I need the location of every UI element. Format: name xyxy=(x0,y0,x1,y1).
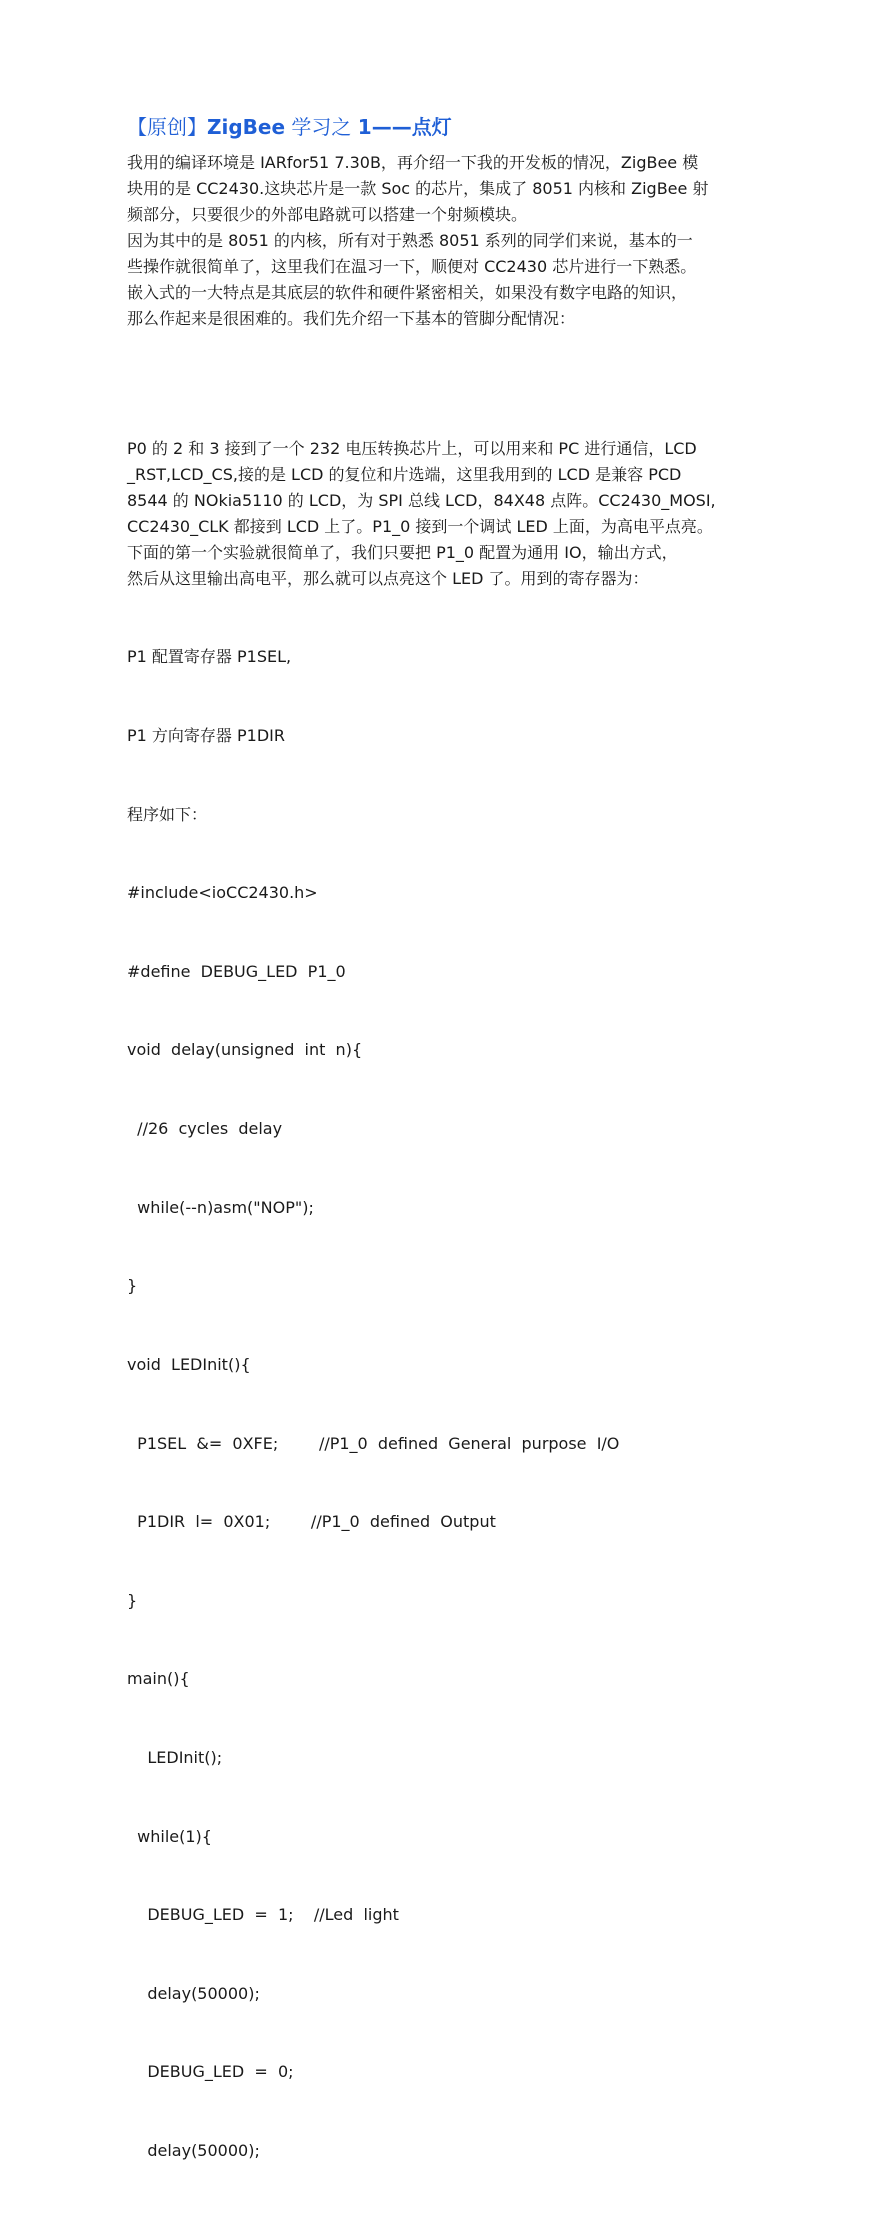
code-line: void LEDInit(){ xyxy=(127,1354,251,1374)
title-number: 1 xyxy=(357,115,372,139)
code-line: #include<ioCC2430.h> xyxy=(127,883,318,903)
code-line: #define DEBUG_LED P1_0 xyxy=(127,961,346,981)
body-paragraph xyxy=(127,436,737,592)
text-line: 我用的编译环境是 IARfor51 7.30B，再介绍一下我的开发板的情况，ZigBee 模 xyxy=(127,153,699,172)
text-line: 嵌入式的一大特点是其底层的软件和硬件紧密相关，如果没有数字电路的知识， xyxy=(127,283,688,302)
code-line: P1 方向寄存器 P1DIR xyxy=(127,726,285,746)
code-line: delay(50000); xyxy=(127,1983,260,2003)
text-line: P0 的 2 和 3 接到了一个 232 电压转换芯片上，可以用来和 PC 进行通信，LCD xyxy=(127,439,697,458)
code-line: 程序如下： xyxy=(127,804,208,824)
article-title xyxy=(127,112,737,142)
text-line: 那么作起来是很困难的。我们先介绍一下基本的管脚分配情况： xyxy=(127,309,576,328)
text-line: 些操作就很简单了，这里我们在温习一下，顺便对 CC2430 芯片进行一下熟悉。 xyxy=(127,257,697,276)
code-line: } xyxy=(127,1590,138,1610)
code-line: P1DIR l= 0X01; //P1_0 defined Output xyxy=(127,1512,496,1532)
code-line: DEBUG_LED = 0; xyxy=(127,2062,294,2082)
code-line: //26 cycles delay xyxy=(127,1119,283,1139)
title-middle: 学习之 xyxy=(285,115,358,139)
code-line: P1 配置寄存器 P1SEL, xyxy=(127,647,292,667)
title-zigbee: ZigBee xyxy=(207,115,286,139)
title-prefix: 【原创】 xyxy=(127,115,207,139)
code-line: while(1){ xyxy=(127,1826,212,1846)
code-line: P1SEL &= 0XFE; //P1_0 defined General purpose I/O xyxy=(127,1433,620,1453)
code-line: delay(50000); xyxy=(127,2140,260,2160)
title-suffix: ——点灯 xyxy=(371,115,452,139)
text-line: 频部分，只要很少的外部电路就可以搭建一个射频模块。 xyxy=(127,205,528,224)
code-line: LEDInit(); xyxy=(127,1747,223,1767)
text-line: _RST,LCD_CS,接的是 LCD 的复位和片选端，这里我用到的 LCD 是兼容 PCD xyxy=(127,465,682,484)
blank-space xyxy=(127,332,737,436)
document-page xyxy=(127,112,737,2217)
text-line: 然后从这里输出高电平，那么就可以点亮这个 LED 了。用到的寄存器为： xyxy=(127,569,649,588)
text-line: CC2430_CLK 都接到 LCD 上了。P1_0 接到一个调试 LED 上面，为高电平点亮。 xyxy=(127,517,713,536)
code-line: while(--n)asm("NOP"); xyxy=(127,1197,314,1217)
text-line: 因为其中的是 8051 的内核，所有对于熟悉 8051 系列的同学们来说，基本的一 xyxy=(127,231,693,250)
intro-paragraph xyxy=(127,150,737,332)
code-line: main(){ xyxy=(127,1669,190,1689)
code-line: DEBUG_LED = 1; //Led light xyxy=(127,1905,399,1925)
text-line: 下面的第一个实验就很简单了，我们只要把 P1_0 配置为通用 IO，输出方式， xyxy=(127,543,678,562)
text-line: 8544 的 NOkia5110 的 LCD，为 SPI 总线 LCD，84X48 点阵。CC2430_MOSI, xyxy=(127,491,716,510)
text-line: 块用的是 CC2430.这块芯片是一款 Soc 的芯片，集成了 8051 内核和 ZigBee 射 xyxy=(127,179,709,198)
code-listing xyxy=(127,592,737,2217)
code-line: void delay(unsigned int n){ xyxy=(127,1040,363,1060)
code-line: } xyxy=(127,1276,138,1296)
